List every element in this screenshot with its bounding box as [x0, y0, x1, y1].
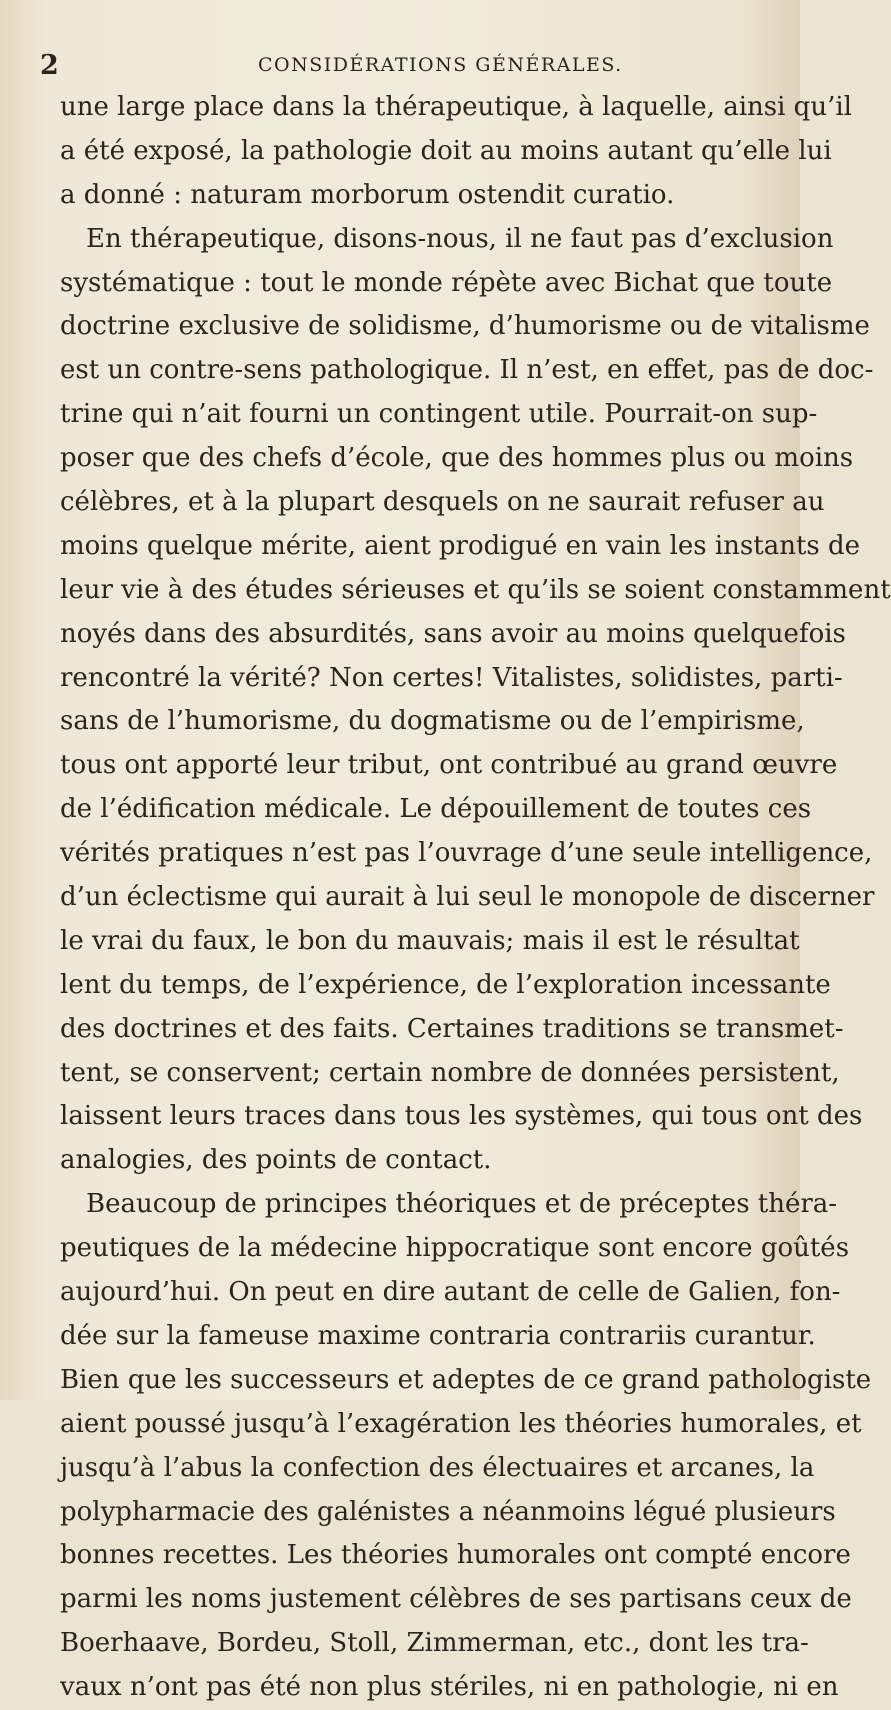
text-line: est un contre-sens pathologique. Il n’est, en effet, pas de doc-	[60, 355, 874, 386]
text-line: laissent leurs traces dans tous les systèmes, qui tous ont des	[60, 1101, 863, 1132]
text-line: tous ont apporté leur tribut, ont contribué au grand œuvre	[60, 750, 838, 781]
text-line: lent du temps, de l’expérience, de l’exploration incessante	[60, 969, 831, 1000]
text-line: Boerhaave, Bordeu, Stoll, Zimmerman, etc., dont les tra-	[60, 1628, 809, 1659]
text-line: systématique : tout le monde répète avec Bichat que toute	[60, 267, 833, 298]
text-line: leur vie à des études sérieuses et qu’ils se soient constamment	[60, 574, 891, 605]
text-line: vérités pratiques n’est pas l’ouvrage d’une seule intelligence,	[60, 838, 873, 869]
text-line: poser que des chefs d’école, que des hommes plus ou moins	[60, 443, 854, 474]
text-line: moins quelque mérite, aient prodigué en vain les instants de	[60, 530, 861, 561]
text-line: des doctrines et des faits. Certaines traditions se transmet-	[60, 1013, 844, 1044]
text-line: rencontré la vérité? Non certes! Vitalistes, solidistes, parti-	[60, 662, 843, 693]
text-line: analogies, des points de contact.	[60, 1145, 492, 1176]
page-header	[40, 50, 760, 86]
text-line: d’un éclectisme qui aurait à lui seul le monopole de discerner	[60, 882, 875, 913]
text-line: polypharmacie des galénistes a néanmoins légué plusieurs	[60, 1496, 836, 1527]
text-line: dée sur la fameuse maxime contraria contrariis curantur.	[60, 1320, 816, 1351]
text-line: aujourd’hui. On peut en dire autant de celle de Galien, fon-	[60, 1277, 841, 1308]
text-line: célèbres, et à la plupart desquels on ne saurait refuser au	[60, 487, 825, 518]
text-line: doctrine exclusive de solidisme, d’humorisme ou de vitalisme	[60, 311, 870, 342]
running-head: CONSIDÉRATIONS GÉNÉRALES.	[258, 54, 623, 76]
page-number: 2	[40, 50, 59, 81]
text-line: jusqu’à l’abus la confection des électuaires et arcanes, la	[60, 1452, 815, 1483]
text-line: de l’édification médicale. Le dépouillement de toutes ces	[60, 794, 812, 825]
text-line: vaux n’ont pas été non plus stériles, ni en pathologie, ni en	[60, 1672, 839, 1703]
text-line: parmi les noms justement célèbres de ses partisans ceux de	[60, 1584, 852, 1615]
text-line: a été exposé, la pathologie doit au moins autant qu’elle lui	[60, 135, 832, 166]
text-line: Beaucoup de principes théoriques et de préceptes théra-	[86, 1189, 838, 1220]
text-line: une large place dans la thérapeutique, à laquelle, ainsi qu’il	[60, 92, 852, 122]
text-line: sans de l’humorisme, du dogmatisme ou de l’empirisme,	[60, 706, 805, 737]
body-text	[60, 86, 891, 1710]
text-line: le vrai du faux, le bon du mauvais; mais il est le résultat	[60, 925, 800, 956]
text-line: trine qui n’ait fourni un contingent utile. Pourrait-on sup-	[60, 399, 818, 430]
text-line: En thérapeutique, disons-nous, il ne faut pas d’exclusion	[86, 223, 834, 254]
text-line: aient poussé jusqu’à l’exagération les théories humorales, et	[60, 1408, 862, 1439]
text-line: Bien que les successeurs et adeptes de ce grand pathologiste	[60, 1364, 872, 1395]
text-line: noyés dans des absurdités, sans avoir au moins quelquefois	[60, 618, 846, 649]
text-line: bonnes recettes. Les théories humorales ont compté encore	[60, 1540, 851, 1571]
text-line: peutiques de la médecine hippocratique sont encore goûtés	[60, 1233, 850, 1264]
text-line: tent, se conservent; certain nombre de données persistent,	[60, 1057, 840, 1088]
text-line: a donné : naturam morborum ostendit curatio.	[60, 179, 675, 210]
